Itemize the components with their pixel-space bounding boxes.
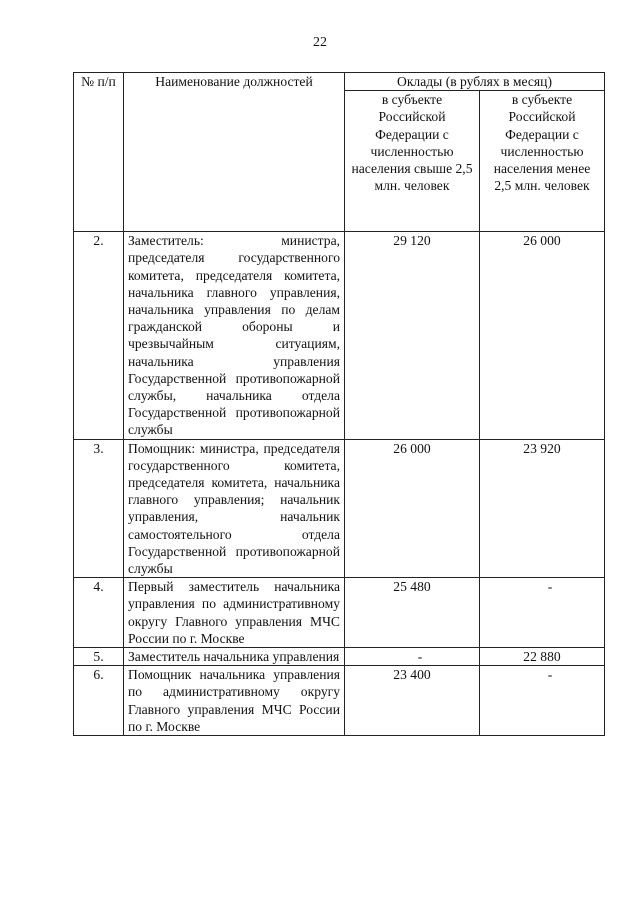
salary-under: - <box>480 666 605 736</box>
row-number: 4. <box>74 578 124 648</box>
salary-under: 23 920 <box>480 439 605 578</box>
salary-over: - <box>345 648 480 666</box>
header-position-name: Наименование должностей <box>124 73 345 232</box>
table-row <box>74 578 605 648</box>
header-population-over: в субъекте Российской Федерации с численностью населения свыше 2,5 млн. человек <box>345 91 480 232</box>
salary-under: - <box>480 578 605 648</box>
salary-over: 25 480 <box>345 578 480 648</box>
header-salary-group: Оклады (в рублях в месяц) <box>345 73 605 91</box>
table-row <box>74 648 605 666</box>
table-row <box>74 666 605 736</box>
row-number: 5. <box>74 648 124 666</box>
table-header-row <box>74 73 605 91</box>
header-population-under: в субъекте Российской Федерации с численностью населения менее 2,5 млн. человек <box>480 91 605 232</box>
position-name: Заместитель: министра, председателя государственного комитета, председателя комитета, начальника главного управления, начальника управления по делам гражданской обороны и чрезвычайным ситуациям, начальника управления Государственной противопожарной службы, начальника отдела Государственной противопожарной службы <box>124 232 345 439</box>
salary-under: 22 880 <box>480 648 605 666</box>
salary-over: 23 400 <box>345 666 480 736</box>
salary-over: 26 000 <box>345 439 480 578</box>
table-row <box>74 439 605 578</box>
position-name: Заместитель начальника управления <box>124 648 345 666</box>
salary-over: 29 120 <box>345 232 480 439</box>
position-name: Первый заместитель начальника управления по административному округу Главного управления МЧС России по г. Москве <box>124 578 345 648</box>
header-number: № п/п <box>74 73 124 232</box>
position-name: Помощник: министра, председателя государственного комитета, председателя комитета, начальника главного управления; начальник управления, начальник самостоятельного отдела Государственной противопожарной службы <box>124 439 345 578</box>
row-number: 2. <box>74 232 124 439</box>
row-number: 6. <box>74 666 124 736</box>
table-row <box>74 232 605 439</box>
position-name: Помощник начальника управления по административному округу Главного управления МЧС России по г. Москве <box>124 666 345 736</box>
salary-under: 26 000 <box>480 232 605 439</box>
salary-table <box>73 72 605 736</box>
page-number: 22 <box>313 35 327 50</box>
row-number: 3. <box>74 439 124 578</box>
